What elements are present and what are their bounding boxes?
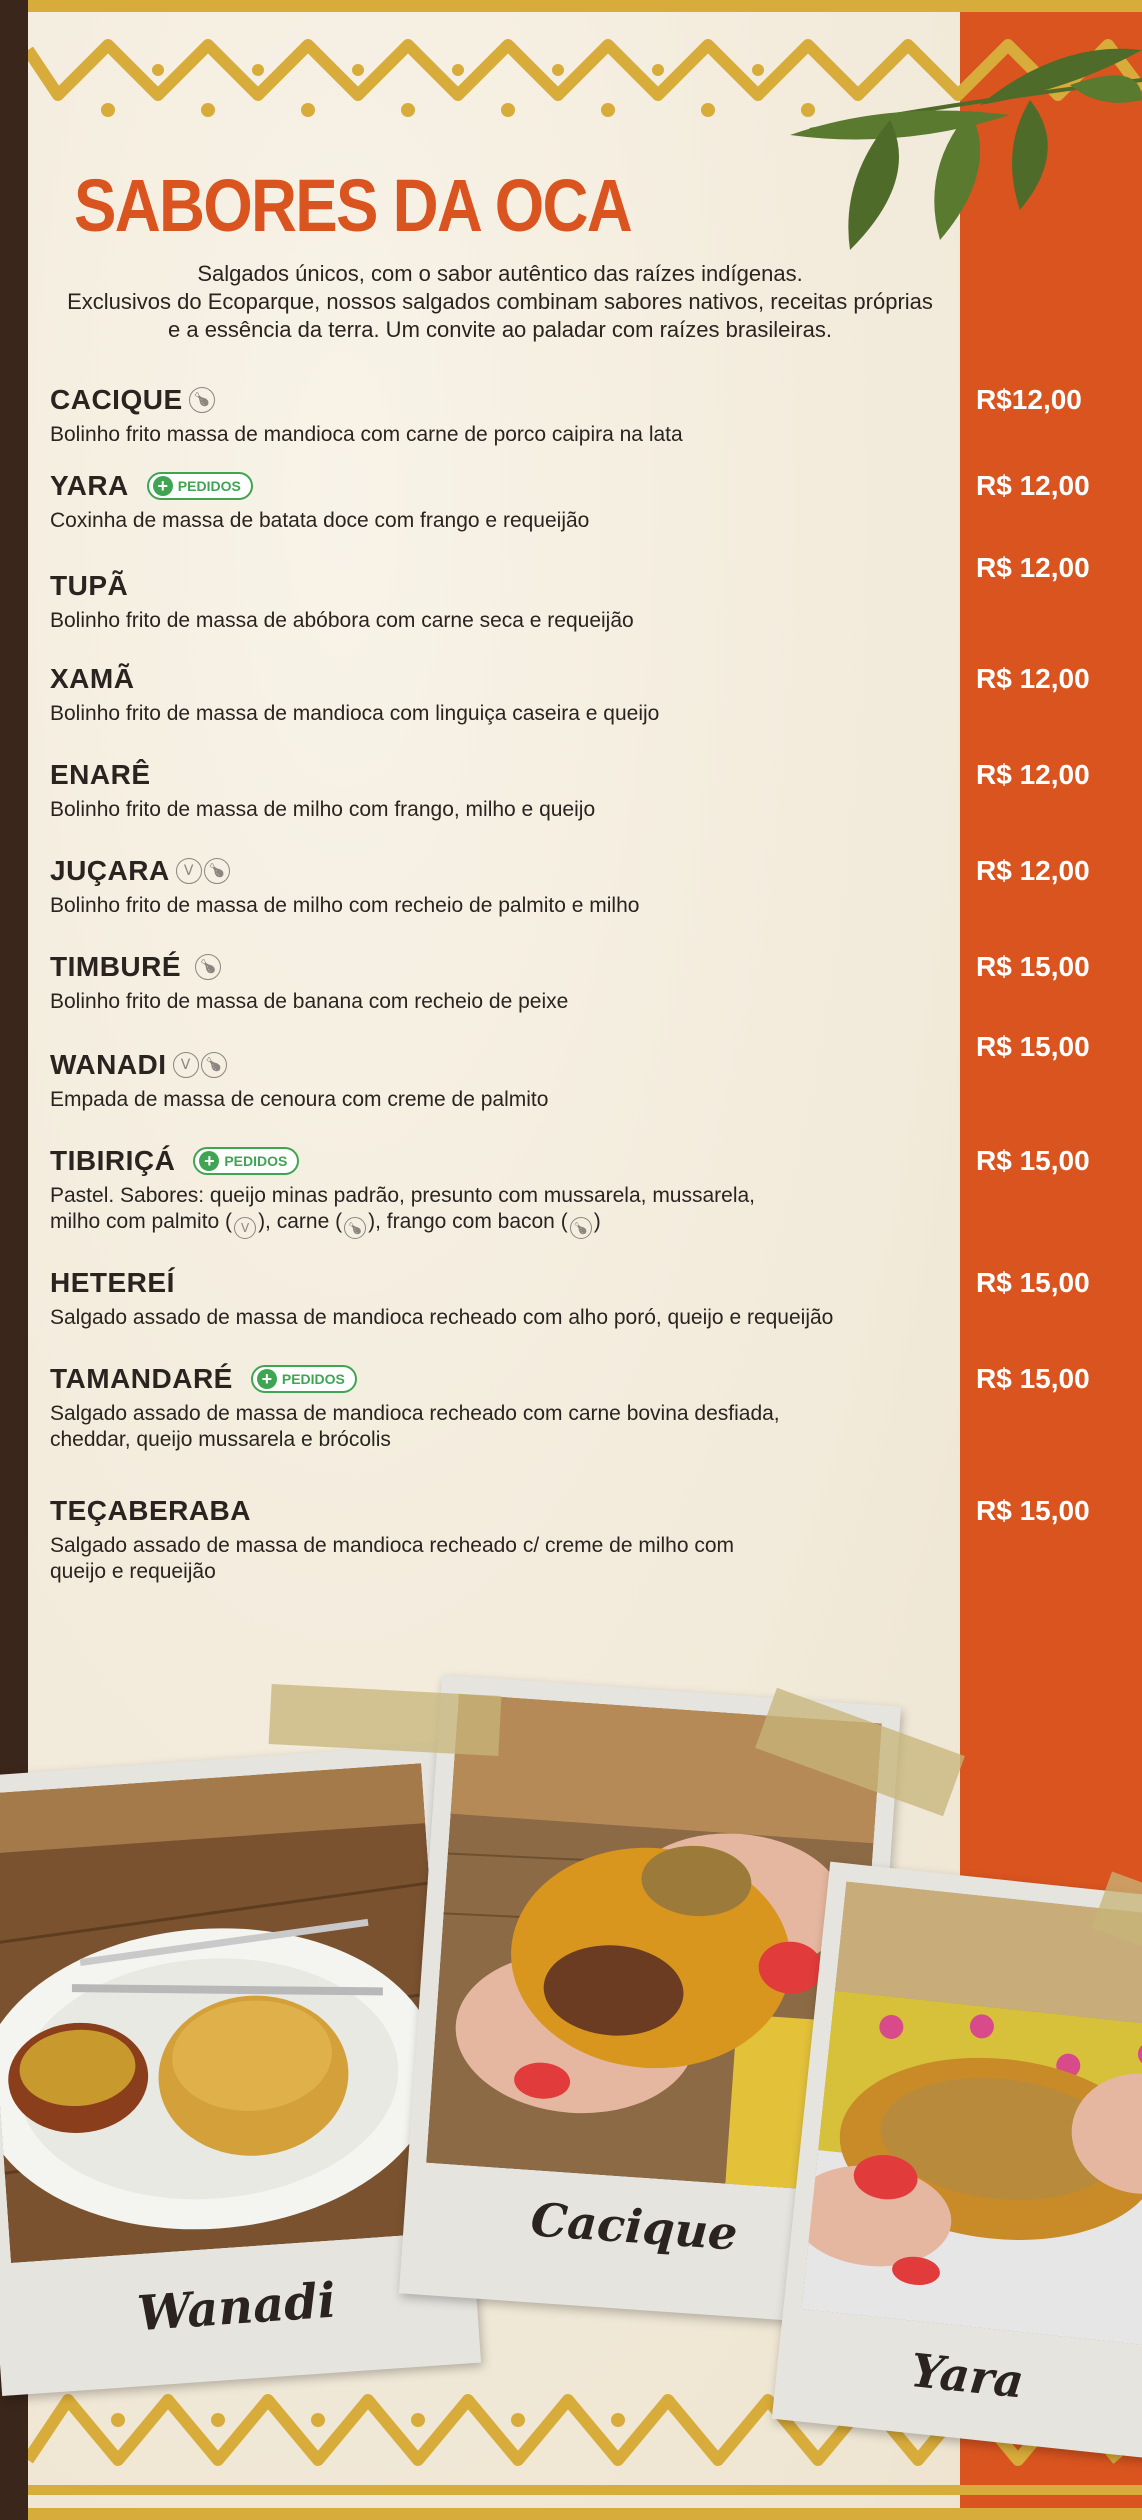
masking-tape <box>269 1684 502 1756</box>
menu-item-tecaberaba <box>50 1495 950 1585</box>
desc-text: ), frango com bacon ( <box>368 1210 568 1233</box>
item-description-line: Pastel. Sabores: queijo minas padrão, presunto com mussarela, mussarela, <box>50 1184 756 1207</box>
item-description-line: queijo e requeijão <box>50 1560 216 1583</box>
plus-icon: + <box>257 1369 277 1389</box>
item-price: R$ 12,00 <box>976 759 1090 790</box>
item-price: R$ 12,00 <box>976 470 1090 501</box>
item-price: R$ 15,00 <box>976 1267 1090 1298</box>
item-name: WANADI <box>50 1049 167 1080</box>
item-description: Bolinho frito de massa de abóbora com carne seca e requeijão <box>50 609 634 632</box>
badge-label: PEDIDOS <box>281 1371 345 1387</box>
photo-card-yara <box>772 1862 1142 2459</box>
menu-item-cacique <box>50 384 950 448</box>
pedidos-badge[interactable] <box>147 472 253 500</box>
desc-text: ), carne ( <box>258 1210 343 1233</box>
item-name: CACIQUE <box>50 384 183 415</box>
meat-drumstick-icon: 🍗︎ <box>195 954 221 980</box>
item-price: R$ 15,00 <box>976 1031 1090 1062</box>
badge-label: PEDIDOS <box>224 1153 288 1169</box>
pedidos-badge[interactable] <box>193 1147 299 1175</box>
meat-drumstick-icon: 🍗︎ <box>344 1217 366 1239</box>
item-price: R$ 12,00 <box>976 855 1090 886</box>
menu-item-heterei <box>50 1267 950 1331</box>
intro-line: e a essência da terra. Um convite ao paladar com raízes brasileiras. <box>168 317 832 342</box>
menu-item-tamandare <box>50 1363 950 1453</box>
meat-drumstick-icon: 🍗︎ <box>570 1217 592 1239</box>
desc-text: ) <box>593 1210 601 1233</box>
meat-drumstick-icon: 🍗︎ <box>201 1052 227 1078</box>
plus-icon: + <box>153 476 173 496</box>
item-description: Bolinho frito de massa de banana com recheio de peixe <box>50 990 569 1013</box>
intro-text <box>60 260 940 344</box>
item-price: R$ 12,00 <box>976 663 1090 694</box>
menu-item-timbure <box>50 951 950 1015</box>
item-description: Coxinha de massa de batata doce com frango e requeijão <box>50 509 590 532</box>
item-name: TEÇABERABA <box>50 1495 251 1526</box>
intro-line: Exclusivos do Ecoparque, nossos salgados combinam sabores nativos, receitas próprias <box>67 289 933 314</box>
item-description-line: cheddar, queijo mussarela e brócolis <box>50 1428 391 1451</box>
item-description: Bolinho frito de massa de mandioca com linguiça caseira e queijo <box>50 702 660 725</box>
desc-text: milho com palmito ( <box>50 1210 233 1233</box>
item-name: HETEREÍ <box>50 1267 175 1298</box>
item-name: ENARÊ <box>50 759 151 790</box>
menu-item-yara <box>50 470 950 534</box>
item-name: TAMANDARÉ <box>50 1363 233 1394</box>
badge-label: PEDIDOS <box>177 478 241 494</box>
item-price: R$ 15,00 <box>976 951 1090 982</box>
item-description <box>50 1183 950 1239</box>
item-description: Bolinho frito de massa de milho com recheio de palmito e milho <box>50 894 640 917</box>
item-name: TIBIRIÇÁ <box>50 1145 176 1176</box>
intro-line: Salgados únicos, com o sabor autêntico das raízes indígenas. <box>197 261 803 286</box>
item-price: R$ 15,00 <box>976 1145 1090 1176</box>
meat-drumstick-icon: 🍗︎ <box>189 387 215 413</box>
item-name: XAMÃ <box>50 663 135 694</box>
item-name: YARA <box>50 470 129 501</box>
item-description <box>50 1401 950 1453</box>
item-price: R$ 15,00 <box>976 1495 1090 1526</box>
menu-item-wanadi <box>50 1049 950 1113</box>
menu-item-xama <box>50 663 950 727</box>
item-name: TUPÃ <box>50 570 129 601</box>
item-description: Empada de massa de cenoura com creme de palmito <box>50 1088 549 1111</box>
item-description-line: Salgado assado de massa de mandioca recheado com carne bovina desfiada, <box>50 1402 780 1425</box>
item-description: Bolinho frito de massa de milho com frango, milho e queijo <box>50 798 596 821</box>
plus-icon: + <box>199 1151 219 1171</box>
item-price: R$ 12,00 <box>976 552 1090 583</box>
item-description: Bolinho frito massa de mandioca com carne de porco caipira na lata <box>50 423 683 446</box>
item-name: JUÇARA <box>50 855 170 886</box>
menu-item-tupa <box>50 570 950 634</box>
item-description <box>50 1533 950 1585</box>
item-description: Salgado assado de massa de mandioca recheado com alho poró, queijo e requeijão <box>50 1306 834 1329</box>
pedidos-badge[interactable] <box>251 1365 357 1393</box>
yara-photo <box>801 1881 1142 2346</box>
wanadi-photo <box>0 1763 454 2263</box>
item-price: R$12,00 <box>976 384 1082 415</box>
vegan-v-icon: V <box>176 858 202 884</box>
item-description-line: Salgado assado de massa de mandioca recheado c/ creme de milho com <box>50 1534 735 1557</box>
vegan-v-icon: V <box>173 1052 199 1078</box>
photo-caption: Cacique <box>529 2192 740 2261</box>
leaf-branch-decoration <box>770 40 1142 260</box>
item-name: TIMBURÉ <box>50 951 182 982</box>
photo-caption: Yara <box>908 2343 1027 2409</box>
vegan-v-icon: V <box>234 1217 256 1239</box>
item-description-line <box>50 1209 950 1239</box>
menu-item-tibirica <box>50 1145 950 1239</box>
meat-drumstick-icon: 🍗︎ <box>204 858 230 884</box>
item-price: R$ 15,00 <box>976 1363 1090 1394</box>
menu-item-enare <box>50 759 950 823</box>
photo-card-wanadi <box>0 1744 481 2396</box>
page-title: SABORES DA OCA <box>74 164 631 247</box>
menu-item-jucara <box>50 855 950 919</box>
photo-caption: Wanadi <box>135 2272 338 2343</box>
